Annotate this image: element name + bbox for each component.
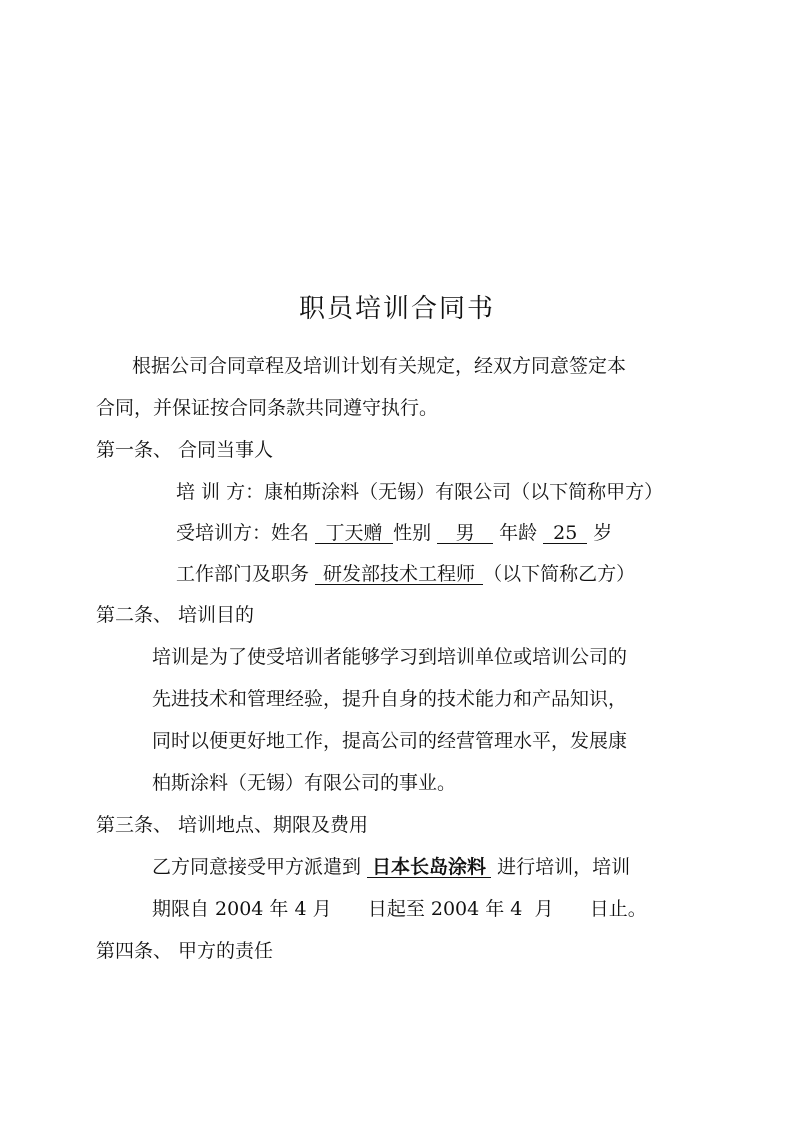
gender-label: 性别: [393, 522, 432, 544]
article-2-line-4: 柏斯涂料（无锡）有限公司的事业。: [152, 772, 457, 794]
article-3-suffix: 进行培训，培训: [497, 856, 631, 878]
article-3-prefix: 乙方同意接受甲方派遣到: [152, 856, 362, 878]
gender-field: 男: [437, 523, 493, 544]
article-3-line-1: [152, 855, 630, 879]
age-unit: 岁: [593, 522, 613, 544]
article-3-line-2: 期限自 2004 年 4 月 日起至 2004 年 4 月 日止。: [152, 898, 647, 920]
article-3-heading: 第三条、 培训地点、期限及费用: [96, 814, 369, 836]
document-title: 职员培训合同书: [298, 294, 495, 324]
trainee-name-label: 受培训方：姓名: [176, 522, 310, 544]
article-1-heading: 第一条、 合同当事人: [96, 439, 274, 461]
article-2-line-2: 先进技术和管理经验，提升自身的技术能力和产品知识，: [152, 688, 628, 710]
trainee-name-field: 丁天赠: [315, 523, 393, 544]
article-2-line-1: 培训是为了使受培训者能够学习到培训单位或培训公司的: [152, 646, 628, 668]
trainer-label: 培 训 方：: [176, 481, 265, 503]
article-4-heading: 第四条、 甲方的责任: [96, 940, 274, 962]
dept-row: [176, 562, 635, 586]
dept-label: 工作部门及职务: [176, 563, 310, 585]
article-2-heading: 第二条、 培训目的: [96, 604, 255, 626]
dept-field: 研发部技术工程师: [315, 564, 483, 585]
preamble-line-2: 合同，并保证按合同条款共同遵守执行。: [96, 397, 439, 419]
age-label: 年龄: [499, 522, 538, 544]
dept-suffix: （以下简称乙方）: [483, 563, 636, 585]
trainee-row: [176, 521, 612, 545]
article-2-line-3: 同时以便更好地工作，提高公司的经营管理水平，发展康: [152, 730, 628, 752]
trainer-value: 康柏斯涂料（无锡）有限公司（以下简称甲方）: [264, 481, 664, 503]
age-field: 25: [543, 523, 587, 544]
trainer-row: [176, 480, 663, 504]
preamble-line-1: 根据公司合同章程及培训计划有关规定，经双方同意签定本: [132, 355, 627, 377]
training-location-field: 日本长岛涂料: [367, 857, 491, 878]
